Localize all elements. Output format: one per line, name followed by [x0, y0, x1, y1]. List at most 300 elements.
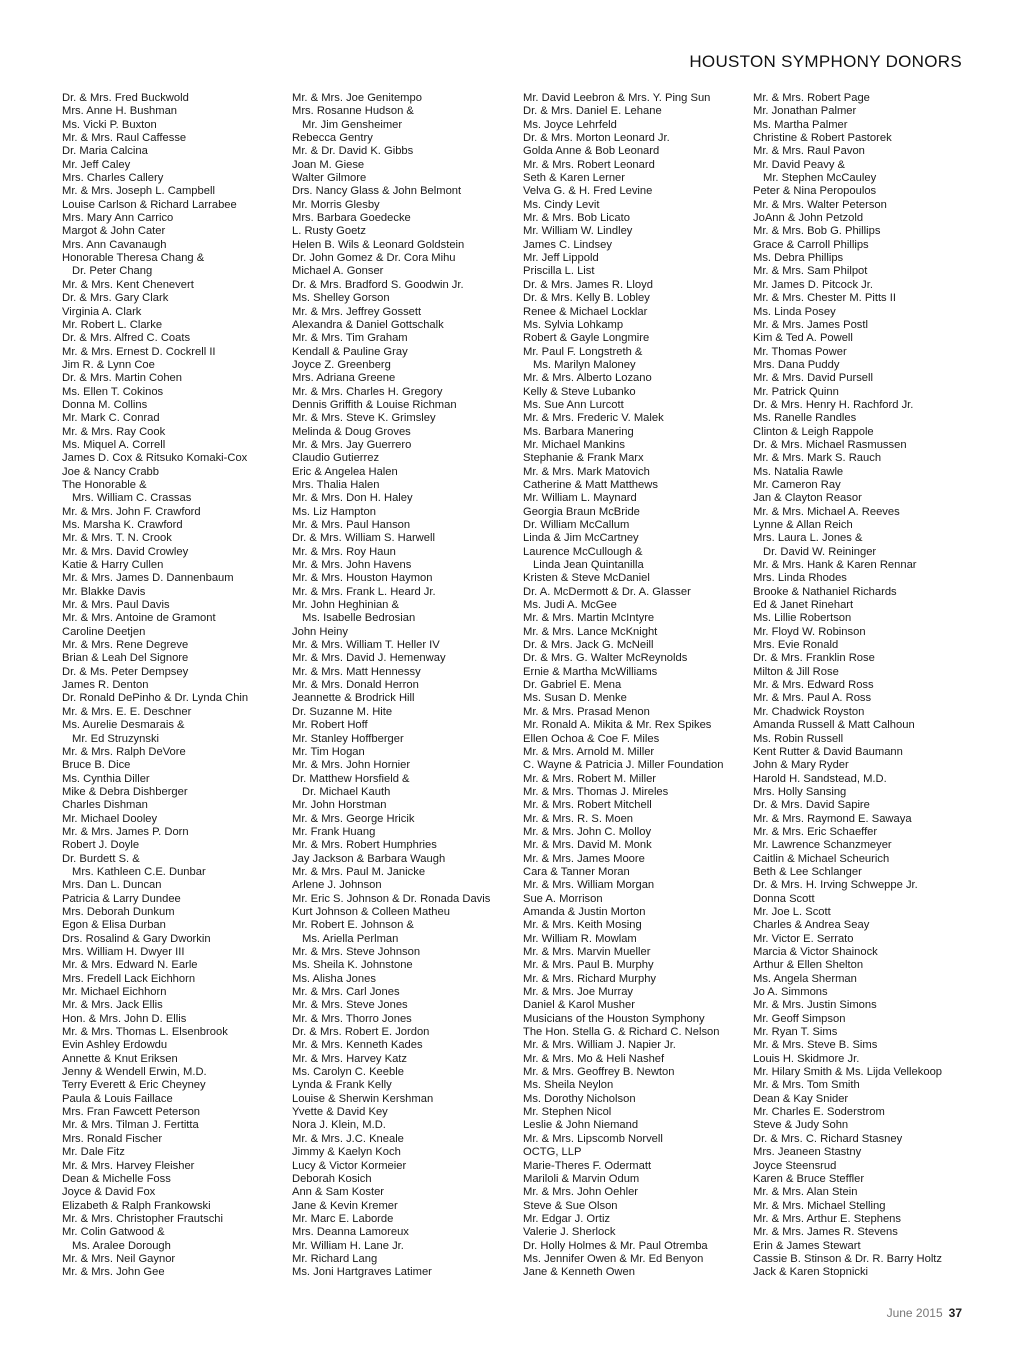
donor-name: Brooke & Nathaniel Richards — [753, 585, 897, 598]
donor-name: Mr. & Mrs. Tom Smith — [753, 1079, 860, 1092]
donor-name-continuation: Dr. Michael Kauth — [302, 785, 391, 798]
donor-name: Ms. Martha Palmer — [753, 118, 848, 131]
donor-name: Mrs. Ronald Fischer — [62, 1132, 163, 1145]
donor-name: Mr. & Mrs. Richard Murphy — [523, 972, 657, 985]
donor-name: Mr. & Mrs. Tim Graham — [292, 332, 408, 345]
donor-name: Mr. Floyd W. Robinson — [753, 625, 866, 638]
donor-name: Mr. & Mrs. Lipscomb Norvell — [523, 1132, 663, 1145]
donor-name: Ms. Judi A. McGee — [523, 599, 617, 612]
donor-name: Bruce B. Dice — [62, 759, 131, 772]
donor-name: Mr. & Mrs. Edward N. Earle — [62, 959, 198, 972]
donor-name: Seth & Karen Lerner — [523, 172, 625, 185]
donor-name: Brian & Leah Del Signore — [62, 652, 189, 665]
donor-name-continuation: Ms. Aralee Dorough — [72, 1239, 171, 1252]
donor-name: Mr. William W. Lindley — [523, 225, 633, 238]
donor-name: Mr. Geoff Simpson — [753, 1012, 846, 1025]
donor-name: Mr. & Mrs. Steve Johnson — [292, 946, 421, 958]
donor-name: Lynne & Allan Reich — [753, 519, 853, 531]
donor-name: Ms. Ranelle Randles — [753, 412, 857, 425]
donor-name: Catherine & Matt Matthews — [523, 478, 658, 491]
donor-name-continuation: Ms. Marilyn Maloney — [533, 358, 636, 371]
donor-name: Mr. & Mrs. Chester M. Pitts II — [753, 292, 896, 305]
donor-name: Mr. & Mrs. Paul Davis — [62, 599, 170, 612]
donor-name: Mrs. Charles Callery — [62, 172, 164, 185]
donor-name: Dr. Maria Calcina — [62, 145, 148, 158]
donor-name: Mrs. Holly Sansing — [753, 785, 847, 798]
donor-name: Dr. & Mrs. Fred Buckwold — [62, 92, 189, 104]
donor-name: Daniel & Karol Musher — [523, 999, 635, 1012]
donor-name: Mrs. Ann Cavanaugh — [62, 238, 167, 251]
donor-name: Dr. & Mrs. James R. Lloyd — [523, 278, 653, 291]
donor-name: Ms. Sylvia Lohkamp — [523, 318, 624, 331]
donor-name: Clinton & Leigh Rappole — [753, 425, 874, 438]
donor-name: Joyce Steensrud — [753, 1159, 837, 1172]
donor-name: Kurt Johnson & Colleen Matheu — [292, 905, 450, 918]
donor-name-continuation: Dr. Peter Chang — [72, 265, 153, 278]
donor-name: Dr. & Mrs. C. Richard Stasney — [753, 1132, 903, 1145]
donor-name: Walter Gilmore — [292, 172, 367, 185]
donor-name: Michael A. Gonser — [292, 265, 384, 278]
donor-name: Mr. Frank Huang — [292, 825, 376, 838]
donor-name: Sue A. Morrison — [523, 892, 603, 905]
donor-name: Mr. & Mrs. Antoine de Gramont — [62, 612, 216, 625]
donor-name: Mr. & Mrs. Alberto Lozano — [523, 372, 652, 385]
donor-name: Priscilla L. List — [523, 265, 595, 278]
donor-name: Ms. Liz Hampton — [292, 505, 376, 518]
donor-name: The Honorable & — [62, 478, 147, 491]
donor-name: Marie-Theres F. Odermatt — [523, 1159, 652, 1172]
donor-name: Ed & Janet Rinehart — [753, 599, 854, 612]
donor-name: Mr. Charles E. Soderstrom — [753, 1106, 885, 1119]
page-header-title: HOUSTON SYMPHONY DONORS — [689, 52, 962, 71]
donor-name: James C. Lindsey — [523, 238, 612, 251]
donor-name: Mr. Jeff Lippold — [523, 252, 599, 265]
donor-name: Virginia A. Clark — [62, 305, 142, 318]
donor-name: Dr. Matthew Horsfield & — [292, 772, 410, 785]
donor-name: Mr. & Mrs. Robert M. Miller — [523, 772, 657, 785]
donor-name: Jo A. Simmons — [753, 986, 828, 999]
donor-name: Mr. & Mrs. Donald Herron — [292, 679, 419, 692]
donor-name: Dr. & Mrs. Jack G. McNeill — [523, 639, 654, 652]
donor-name: Kelly & Steve Lubanko — [523, 385, 636, 398]
donor-name: Mrs. Linda Rhodes — [753, 572, 847, 585]
donor-name: Mr. David Leebron & Mrs. Y. Ping Sun — [523, 92, 711, 104]
donor-name: Mr. & Mrs. Robert Humphries — [292, 839, 437, 852]
donor-name: Mr. & Mrs. James Postl — [753, 318, 868, 331]
donor-name: Mr. & Mrs. Martin McIntyre — [523, 612, 655, 625]
donor-name: Drs. Nancy Glass & John Belmont — [292, 185, 462, 198]
donor-name: The Hon. Stella G. & Richard C. Nelson — [523, 1026, 720, 1039]
donor-name: Mr. Victor E. Serrato — [753, 932, 854, 945]
donor-name: Ms. Cindy Levit — [523, 198, 600, 211]
donor-name: Mr. Dale Fitz — [62, 1146, 125, 1159]
donor-name: Mr. & Mrs. Don H. Haley — [292, 492, 413, 505]
donor-name: Ms. Shelley Gorson — [292, 292, 390, 305]
donor-name: Mr. Robert E. Johnson & — [292, 919, 414, 932]
donor-name: Mr. Mark C. Conrad — [62, 412, 160, 425]
donor-name: Mr. Thomas Power — [753, 345, 847, 358]
donor-name: Mr. & Mrs. David Pursell — [753, 372, 873, 385]
donor-name: Mrs. William H. Dwyer III — [62, 946, 185, 958]
donor-name: Dean & Kay Snider — [753, 1092, 849, 1105]
donor-name: Jeannette & Brodrick Hill — [292, 692, 415, 705]
donor-name: Joyce & David Fox — [62, 1186, 156, 1199]
donor-name: Mr. & Dr. David K. Gibbs — [292, 145, 414, 158]
donor-name: Mr. David Peavy & — [753, 158, 846, 171]
donor-name: Ms. Sheila Neylon — [523, 1079, 614, 1092]
donor-name: Mr. & Mrs. Walter Peterson — [753, 198, 887, 211]
donor-name: Mr. & Mrs. Mark Matovich — [523, 465, 650, 478]
donor-name: Mr. & Mrs. J.C. Kneale — [292, 1132, 404, 1145]
donor-column-1 — [62, 92, 294, 1280]
donor-name: Lucy & Victor Kormeier — [292, 1159, 407, 1172]
donor-name: Deborah Kosich — [292, 1172, 372, 1185]
donor-name: Dr. William McCallum — [523, 519, 630, 531]
donor-name: Mr. William L. Maynard — [523, 492, 637, 505]
donor-name: Mr. & Mrs. Ernest D. Cockrell II — [62, 345, 216, 358]
donor-name: Karen & Bruce Steffler — [753, 1172, 865, 1185]
donor-name: Louise Carlson & Richard Larrabee — [62, 198, 237, 211]
donor-column-3 — [523, 92, 755, 1280]
donor-name: Mr. & Mrs. Frank L. Heard Jr. — [292, 585, 436, 598]
donor-name: Kristen & Steve McDaniel — [523, 572, 650, 585]
donor-name: Mr. & Mrs. Mo & Heli Nashef — [523, 1052, 665, 1065]
donor-name: Harold H. Sandstead, M.D. — [753, 772, 887, 785]
donor-name: James D. Cox & Ritsuko Komaki-Cox — [62, 452, 248, 465]
page-footer — [887, 1306, 962, 1320]
donor-name: Dr. Burdett S. & — [62, 852, 140, 865]
donor-name: Mr. & Mrs. Robert Leonard — [523, 158, 655, 171]
donor-name-continuation: Dr. David W. Reininger — [763, 545, 877, 558]
donor-name-continuation: Mrs. Kathleen C.E. Dunbar — [72, 865, 206, 878]
donor-name: Mr. & Mrs. Alan Stein — [753, 1186, 858, 1199]
donor-name: Mr. & Mrs. George Hricik — [292, 812, 415, 825]
donor-name: Mr. & Mrs. James Moore — [523, 852, 645, 865]
donor-name: Mr. Stanley Hoffberger — [292, 732, 404, 745]
donor-name: Velva G. & H. Fred Levine — [523, 185, 653, 198]
donor-name: Mr. & Mrs. Keith Mosing — [523, 919, 642, 932]
donor-name: Paula & Louis Faillace — [62, 1092, 173, 1105]
donor-name: Mr. & Mrs. Jeffrey Gossett — [292, 305, 422, 318]
donor-name: Golda Anne & Bob Leonard — [523, 145, 660, 158]
donor-name: Kendall & Pauline Gray — [292, 345, 408, 358]
donor-name: Mr. & Mrs. Michael Stelling — [753, 1199, 886, 1212]
donor-name: Donna M. Collins — [62, 398, 148, 411]
donor-name: Amanda & Justin Morton — [523, 905, 646, 918]
donor-name: Mr. & Mrs. James D. Dannenbaum — [62, 572, 234, 585]
donor-name: Mr. Jonathan Palmer — [753, 105, 857, 118]
donor-name: Mr. & Mrs. Hank & Karen Rennar — [753, 559, 917, 572]
donor-column-4 — [753, 92, 985, 1280]
donor-name: Marcia & Victor Shainock — [753, 946, 878, 958]
donor-name: Mr. & Mrs. Christopher Frautschi — [62, 1212, 224, 1225]
donor-name: Dr. & Mrs. H. Irving Schweppe Jr. — [753, 879, 918, 892]
donor-name: Mr. Tim Hogan — [292, 745, 365, 758]
donor-name: Mr. & Mrs. Sam Philpot — [753, 265, 868, 278]
donor-name: Musicians of the Houston Symphony — [523, 1012, 705, 1025]
donor-name: Mr. William H. Lane Jr. — [292, 1239, 404, 1252]
donor-name: Jay Jackson & Barbara Waugh — [292, 852, 446, 865]
donor-name: Beth & Lee Schlanger — [753, 865, 862, 878]
donor-name: Mr. & Mrs. Steve B. Sims — [753, 1039, 878, 1052]
donor-name: Linda & Jim McCartney — [523, 532, 639, 545]
donor-name: Rebecca Gentry — [292, 132, 373, 145]
donor-name: Mr. & Mrs. Steve K. Grimsley — [292, 412, 436, 425]
donor-name: Mr. & Mrs. Kenneth Kades — [292, 1039, 423, 1052]
donor-name-continuation: Mrs. William C. Crassas — [72, 492, 192, 505]
donor-name: Mrs. Mary Ann Carrico — [62, 212, 174, 225]
donor-name: Evin Ashley Erdowdu — [62, 1039, 168, 1052]
donor-name: Mr. & Mrs. David Crowley — [62, 545, 189, 558]
donor-name: Dr. & Mrs. William S. Harwell — [292, 532, 435, 545]
donor-name: Eric & Angelea Halen — [292, 465, 398, 478]
donor-name: Alexandra & Daniel Gottschalk — [292, 318, 444, 331]
donor-name: Mr. & Mrs. Charles H. Gregory — [292, 385, 443, 398]
donor-name: Dennis Griffith & Louise Richman — [292, 398, 457, 411]
donor-name: Ms. Natalia Rawle — [753, 465, 844, 478]
donor-name: Mr. Eric S. Johnson & Dr. Ronada Davis — [292, 892, 491, 905]
donor-name: Mike & Debra Dishberger — [62, 785, 188, 798]
donor-name: L. Rusty Goetz — [292, 225, 366, 238]
donor-name: Mr. Joe L. Scott — [753, 905, 831, 918]
donor-name: Mr. & Mrs. William J. Napier Jr. — [523, 1039, 676, 1052]
donor-name: Mr. Morris Glesby — [292, 198, 380, 211]
donor-name: Margot & John Cater — [62, 225, 166, 238]
donor-name: C. Wayne & Patricia J. Miller Foundation — [523, 759, 724, 772]
donor-name: Dean & Michelle Foss — [62, 1172, 171, 1185]
donor-name: OCTG, LLP — [523, 1146, 582, 1159]
donor-name: Egon & Elisa Durban — [62, 919, 166, 932]
donor-name: Mr. & Mrs. Raul Caffesse — [62, 132, 187, 145]
donor-name: Dr. & Mrs. Michael Rasmussen — [753, 438, 907, 451]
donor-name: Mr. & Mrs. Thomas J. Mireles — [523, 785, 669, 798]
donor-name: Mr. & Mrs. William Morgan — [523, 879, 655, 892]
donor-name: Caitlin & Michael Scheurich — [753, 852, 890, 865]
donor-name: Mr. & Mrs. E. E. Deschner — [62, 705, 192, 718]
donor-name: Mr. & Mrs. Harvey Fleisher — [62, 1159, 195, 1172]
page-number: 37 — [948, 1306, 962, 1320]
donor-name: Mr. & Mrs. Frederic V. Malek — [523, 412, 664, 425]
donor-name: Dr. Ronald DePinho & Dr. Lynda Chin — [62, 692, 249, 705]
donor-name: Mr. Hilary Smith & Ms. Lijda Vellekoop — [753, 1066, 943, 1079]
donor-name: Ms. Barbara Manering — [523, 425, 634, 438]
donor-name: Stephanie & Frank Marx — [523, 452, 644, 465]
donor-name: Ms. Miquel A. Correll — [62, 438, 166, 451]
donor-name: Mr. & Mrs. John Oehler — [523, 1186, 639, 1199]
donor-name: Mr. Richard Lang — [292, 1252, 378, 1265]
donor-name: Mr. James D. Pitcock Jr. — [753, 278, 873, 291]
donor-name: Dr. & Mrs. Gary Clark — [62, 292, 169, 305]
donor-name: Mr. & Mrs. James R. Stevens — [753, 1226, 898, 1239]
donor-name: Mr. & Mrs. John Hornier — [292, 759, 411, 772]
donor-name: Nora J. Klein, M.D. — [292, 1119, 386, 1132]
donor-name: Hon. & Mrs. John D. Ellis — [62, 1012, 187, 1025]
donor-name: Dr. & Mrs. Alfred C. Coats — [62, 332, 191, 345]
donor-name: Mr. & Mrs. William T. Heller IV — [292, 639, 440, 652]
donor-name: Mr. & Mrs. Joe Murray — [523, 986, 634, 999]
donor-name: Elizabeth & Ralph Frankowski — [62, 1199, 211, 1212]
donor-name: Ms. Cynthia Diller — [62, 772, 150, 785]
donor-name: Charles Dishman — [62, 799, 148, 812]
donor-name: Mr. & Mrs. Mark S. Rauch — [753, 452, 882, 465]
donor-name: Ms. Linda Posey — [753, 305, 836, 318]
donor-name: Mr. & Mrs. Thomas L. Elsenbrook — [62, 1026, 228, 1039]
donor-name: Mr. & Mrs. Carl Jones — [292, 986, 400, 999]
donor-name: Mr. Blakke Davis — [62, 585, 146, 598]
donor-name-continuation: Mr. Jim Gensheimer — [302, 118, 403, 131]
donor-name: Mr. & Mrs. T. N. Crook — [62, 532, 172, 545]
donor-name: Mrs. Fran Fawcett Peterson — [62, 1106, 201, 1119]
donor-name: Jim R. & Lynn Coe — [62, 358, 155, 371]
donor-name: Ms. Joyce Lehrfeld — [523, 118, 617, 131]
donor-name: Ms. Jennifer Owen & Mr. Ed Benyon — [523, 1252, 704, 1265]
donor-name: Cara & Tanner Moran — [523, 865, 630, 878]
donor-name: Annette & Knut Eriksen — [62, 1052, 178, 1065]
donor-name: Mr. Colin Gatwood & — [62, 1226, 165, 1239]
donor-name: Ms. Marsha K. Crawford — [62, 519, 183, 531]
donor-name: Steve & Sue Olson — [523, 1199, 618, 1212]
donor-name: Mr. & Mrs. Bob G. Phillips — [753, 225, 881, 238]
donor-name: Katie & Harry Cullen — [62, 559, 164, 572]
donor-name: Mr. & Mrs. Ray Cook — [62, 425, 166, 438]
donor-name: Renee & Michael Locklar — [523, 305, 648, 318]
donor-name: Mr. Robert Hoff — [292, 719, 368, 732]
donor-name: Jenny & Wendell Erwin, M.D. — [62, 1066, 207, 1079]
donor-name: Mrs. Evie Ronald — [753, 639, 839, 652]
donor-name: Joan M. Giese — [292, 158, 365, 171]
donor-name: Mr. & Mrs. John Gee — [62, 1266, 165, 1279]
donor-name: Ms. Ellen T. Cokinos — [62, 385, 164, 398]
donor-name: Mr. & Mrs. John Havens — [292, 559, 412, 572]
donor-name: Mrs. Rosanne Hudson & — [292, 105, 414, 118]
donor-name: Mr. Stephen Nicol — [523, 1106, 612, 1119]
donor-name: Dr. & Mrs. Bradford S. Goodwin Jr. — [292, 278, 464, 291]
donor-name: Dr. & Mrs. Robert E. Jordon — [292, 1026, 430, 1039]
donor-name: Mr. & Mrs. Paul M. Janicke — [292, 865, 426, 878]
donor-name: Ms. Aurelie Desmarais & — [62, 719, 185, 732]
donor-name: Robert J. Doyle — [62, 839, 140, 852]
donor-name: Mr. Michael Dooley — [62, 812, 158, 825]
donor-name: Mr. & Mrs. R. S. Moen — [523, 812, 634, 825]
donor-name: Mr. & Mrs. Michael A. Reeves — [753, 505, 900, 518]
donor-name: Mr. & Mrs. Harvey Katz — [292, 1052, 407, 1065]
donor-name: Ms. Susan D. Menke — [523, 692, 627, 705]
donor-name: Jane & Kevin Kremer — [292, 1199, 398, 1212]
donor-name: Dr. & Mrs. Kelly B. Lobley — [523, 292, 650, 305]
donor-name: Mrs. Dan L. Duncan — [62, 879, 162, 892]
donor-name: Laurence McCullough & — [523, 545, 643, 558]
donor-name: Joe & Nancy Crabb — [62, 465, 160, 478]
donor-name: Mr. & Mrs. Geoffrey B. Newton — [523, 1066, 675, 1079]
donor-name: Lynda & Frank Kelly — [292, 1079, 392, 1092]
donor-name: Dr. Gabriel E. Mena — [523, 679, 622, 692]
donor-name: Dr. & Mrs. David Sapire — [753, 799, 870, 812]
donor-name: Dr. & Mrs. Morton Leonard Jr. — [523, 132, 670, 145]
donor-name: Mr. Chadwick Royston — [753, 705, 865, 718]
donor-name: Kent Rutter & David Baumann — [753, 745, 903, 758]
donor-name: Amanda Russell & Matt Calhoun — [753, 719, 915, 732]
donor-name: Mrs. Barbara Goedecke — [292, 212, 411, 225]
donor-name: Mr. & Mrs. Tilman J. Fertitta — [62, 1119, 199, 1132]
donor-name: Mr. & Mrs. James P. Dorn — [62, 825, 189, 838]
donor-name: Ms. Dorothy Nicholson — [523, 1092, 636, 1105]
donor-name: Mr. & Mrs. Jack Ellis — [62, 999, 163, 1012]
donor-name: Caroline Deetjen — [62, 625, 146, 638]
donor-name: Jimmy & Kaelyn Koch — [292, 1146, 401, 1159]
donor-name: Mr. & Mrs. Edward Ross — [753, 679, 874, 692]
donor-name: Drs. Rosalind & Gary Dworkin — [62, 932, 211, 945]
donor-name: Ann & Sam Koster — [292, 1186, 385, 1199]
donor-name: Louis H. Skidmore Jr. — [753, 1052, 860, 1065]
donor-name: Terry Everett & Eric Cheyney — [62, 1079, 206, 1092]
donor-name-continuation: Mr. Ed Struzynski — [72, 732, 160, 745]
donor-name: JoAnn & John Petzold — [753, 212, 864, 225]
donor-name: Jane & Kenneth Owen — [523, 1266, 635, 1279]
donor-name: Arlene J. Johnson — [292, 879, 382, 892]
donor-name: Peter & Nina Peropoulos — [753, 185, 877, 198]
donor-name: Jan & Clayton Reasor — [753, 492, 862, 505]
donor-name: Mr. & Mrs. Prasad Menon — [523, 705, 650, 718]
donor-name: Dr. A. McDermott & Dr. A. Glasser — [523, 585, 691, 598]
donor-name: Mr. & Mrs. Jay Guerrero — [292, 438, 412, 451]
donor-name: Mr. & Mrs. Houston Haymon — [292, 572, 433, 585]
donor-name: Ms. Debra Phillips — [753, 252, 844, 265]
donor-name: Ms. Vicki P. Buxton — [62, 118, 157, 131]
donor-name: Mr. Cameron Ray — [753, 478, 841, 491]
donor-name: Ms. Sheila K. Johnstone — [292, 959, 413, 972]
donor-name: Mr. Ryan T. Sims — [753, 1026, 838, 1039]
donor-name: Mr. Edgar J. Ortiz — [523, 1212, 611, 1225]
donor-name: John Heiny — [292, 625, 348, 638]
donor-name: Mr. & Mrs. Paul Hanson — [292, 519, 411, 531]
donor-name: Mr. & Mrs. Arthur E. Stephens — [753, 1212, 901, 1225]
donor-name: Melinda & Doug Groves — [292, 425, 411, 438]
donor-name-continuation: Ms. Isabelle Bedrosian — [302, 612, 416, 625]
issue-date: June 2015 — [886, 1306, 943, 1320]
donor-name: Mr. Robert L. Clarke — [62, 318, 163, 331]
donor-name: Mr. & Mrs. Rene Degreve — [62, 639, 189, 652]
donor-name: Dr. Holly Holmes & Mr. Paul Otremba — [523, 1239, 708, 1252]
donor-name: Ms. Carolyn C. Keeble — [292, 1066, 404, 1079]
donor-name: Jack & Karen Stopnicki — [753, 1266, 869, 1279]
donor-name: Ellen Ochoa & Coe F. Miles — [523, 732, 660, 745]
donor-name: Mr. & Mrs. Justin Simons — [753, 999, 877, 1012]
donor-name: Mrs. Anne H. Bushman — [62, 105, 178, 118]
donor-name: Honorable Theresa Chang & — [62, 252, 205, 265]
donor-name: Mr. & Mrs. Raul Pavon — [753, 145, 865, 158]
donor-column-2 — [292, 92, 524, 1280]
donor-name: Louise & Sherwin Kershman — [292, 1092, 434, 1105]
donor-name: Mrs. Adriana Greene — [292, 372, 396, 385]
donor-name: Mr. & Mrs. John F. Crawford — [62, 505, 201, 518]
donor-name: Mr. & Mrs. Ralph DeVore — [62, 745, 186, 758]
donor-name: Mrs. Fredell Lack Eichhorn — [62, 972, 196, 985]
donor-name: Ms. Robin Russell — [753, 732, 844, 745]
donor-name: Mr. & Mrs. John C. Molloy — [523, 825, 652, 838]
donor-name: Mrs. Laura L. Jones & — [753, 532, 863, 545]
donor-name-continuation: Linda Jean Quintanilla — [533, 559, 644, 572]
donor-name: Dr. & Mrs. Daniel E. Lehane — [523, 105, 662, 118]
donor-name: Mrs. Deborah Dunkum — [62, 905, 175, 918]
donor-name: Christine & Robert Pastorek — [753, 132, 892, 145]
donor-name: Mr. & Mrs. Joseph L. Campbell — [62, 185, 215, 198]
donor-name: Mr. John Heghinian & — [292, 599, 399, 612]
donor-name: Mr. & Mrs. Neil Gaynor — [62, 1252, 176, 1265]
donor-name: Arthur & Ellen Shelton — [753, 959, 864, 972]
donor-name: Ms. Angela Sherman — [753, 972, 857, 985]
donor-name: Mr. Marc E. Laborde — [292, 1212, 394, 1225]
donor-name: James R. Denton — [62, 679, 149, 692]
